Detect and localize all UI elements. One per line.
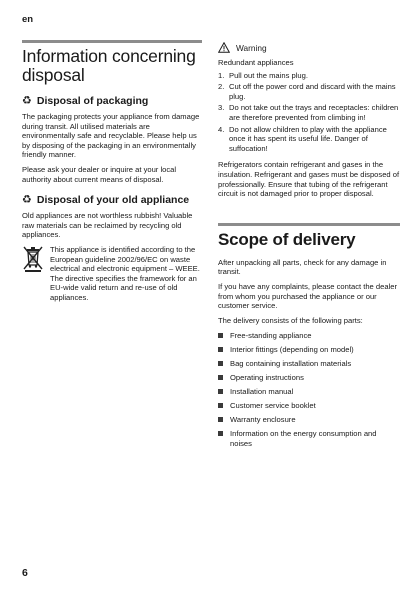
delivery-para-3: The delivery consists of the following parts: bbox=[218, 315, 363, 325]
bullet-square-icon bbox=[218, 389, 223, 394]
list-item: Operating instructions bbox=[218, 373, 400, 383]
right-column bbox=[218, 40, 400, 453]
bullet-square-icon bbox=[218, 417, 223, 422]
bullet-square-icon bbox=[218, 375, 223, 380]
bullet-square-icon bbox=[218, 431, 223, 436]
delivery-para-2: If you have any complaints, please contact the dealer from whom you purchased the appliance or our customer service. bbox=[218, 281, 397, 311]
recycle-icon: ♻ bbox=[22, 95, 32, 107]
list-item: Free-standing appliance bbox=[218, 331, 400, 341]
warning-steps bbox=[218, 71, 400, 154]
section-rule bbox=[22, 40, 202, 43]
bullet-square-icon bbox=[218, 333, 223, 338]
old-appliance-heading-text: Disposal of your old appliance bbox=[36, 194, 190, 207]
delivery-items bbox=[218, 331, 400, 448]
warning-triangle-icon bbox=[218, 42, 230, 53]
warning-intro: Redundant appliances bbox=[218, 58, 294, 67]
delivery-title: Scope of delivery bbox=[218, 229, 356, 249]
list-item: Information on the energy consumption and noises bbox=[218, 429, 400, 448]
list-item: 1. Pull out the mains plug. bbox=[218, 70, 308, 80]
list-item: 3. Do not take out the trays and receptacles: children are therefore prevented from climbing in! bbox=[218, 103, 399, 122]
list-item: Bag containing installation materials bbox=[218, 359, 400, 369]
disposal-title: Information concerning disposal bbox=[22, 46, 196, 85]
page-number: 6 bbox=[22, 567, 28, 579]
list-item: Interior fittings (depending on model) bbox=[218, 345, 400, 355]
refrigerant-note: Refrigerators contain refrigerant and gases in the insulation. Refrigerant and gases must be disposed of professionally. Ensure that tubing of the refrigerant circuit is not damaged prior to proper disposal. bbox=[218, 160, 400, 199]
old-appliance-para: Old appliances are not worthless rubbish! Valuable raw materials can be reclaimed by recycling old appliances. bbox=[22, 211, 193, 240]
list-item: 2. Cut off the power cord and discard with the mains plug. bbox=[218, 82, 396, 101]
bullet-square-icon bbox=[218, 403, 223, 408]
list-item: Installation manual bbox=[218, 387, 400, 397]
packaging-para-1: The packaging protects your appliance from damage during transit. All utilised materials are environmentally safe and recyclable. Please help us by disposing of the packaging in an environmentally friendly manner. bbox=[22, 112, 200, 160]
packaging-heading-text: Disposal of packaging bbox=[36, 95, 149, 107]
left-column bbox=[22, 40, 202, 303]
warning-label: Warning bbox=[236, 42, 267, 53]
bullet-square-icon bbox=[218, 361, 223, 366]
language-code: en bbox=[22, 14, 34, 25]
packaging-heading bbox=[22, 95, 202, 107]
old-appliance-heading bbox=[22, 194, 202, 206]
crossed-bin-icon bbox=[22, 245, 46, 303]
delivery-para-1: After unpacking all parts, check for any damage in transit. bbox=[218, 257, 387, 277]
packaging-para-2: Please ask your dealer or inquire at your local authority about current means of disposal. bbox=[22, 164, 177, 184]
list-item: Customer service booklet bbox=[218, 401, 400, 411]
list-item: Warranty enclosure bbox=[218, 415, 400, 425]
weee-text: This appliance is identified according to the European guideline 2002/96/EC on waste electrical and electronic equipment – WEEE. The directive specifies the framework for an EU-wide valid return and re-use of old appliances. bbox=[50, 244, 200, 302]
weee-notice bbox=[22, 245, 202, 303]
recycle-icon: ♻ bbox=[22, 194, 32, 207]
bullet-square-icon bbox=[218, 347, 223, 352]
section-rule bbox=[218, 223, 400, 226]
list-item: 4. Do not allow children to play with the appliance once it has spent its useful life. Danger of suffocation! bbox=[218, 124, 387, 153]
warning-header bbox=[218, 42, 400, 53]
